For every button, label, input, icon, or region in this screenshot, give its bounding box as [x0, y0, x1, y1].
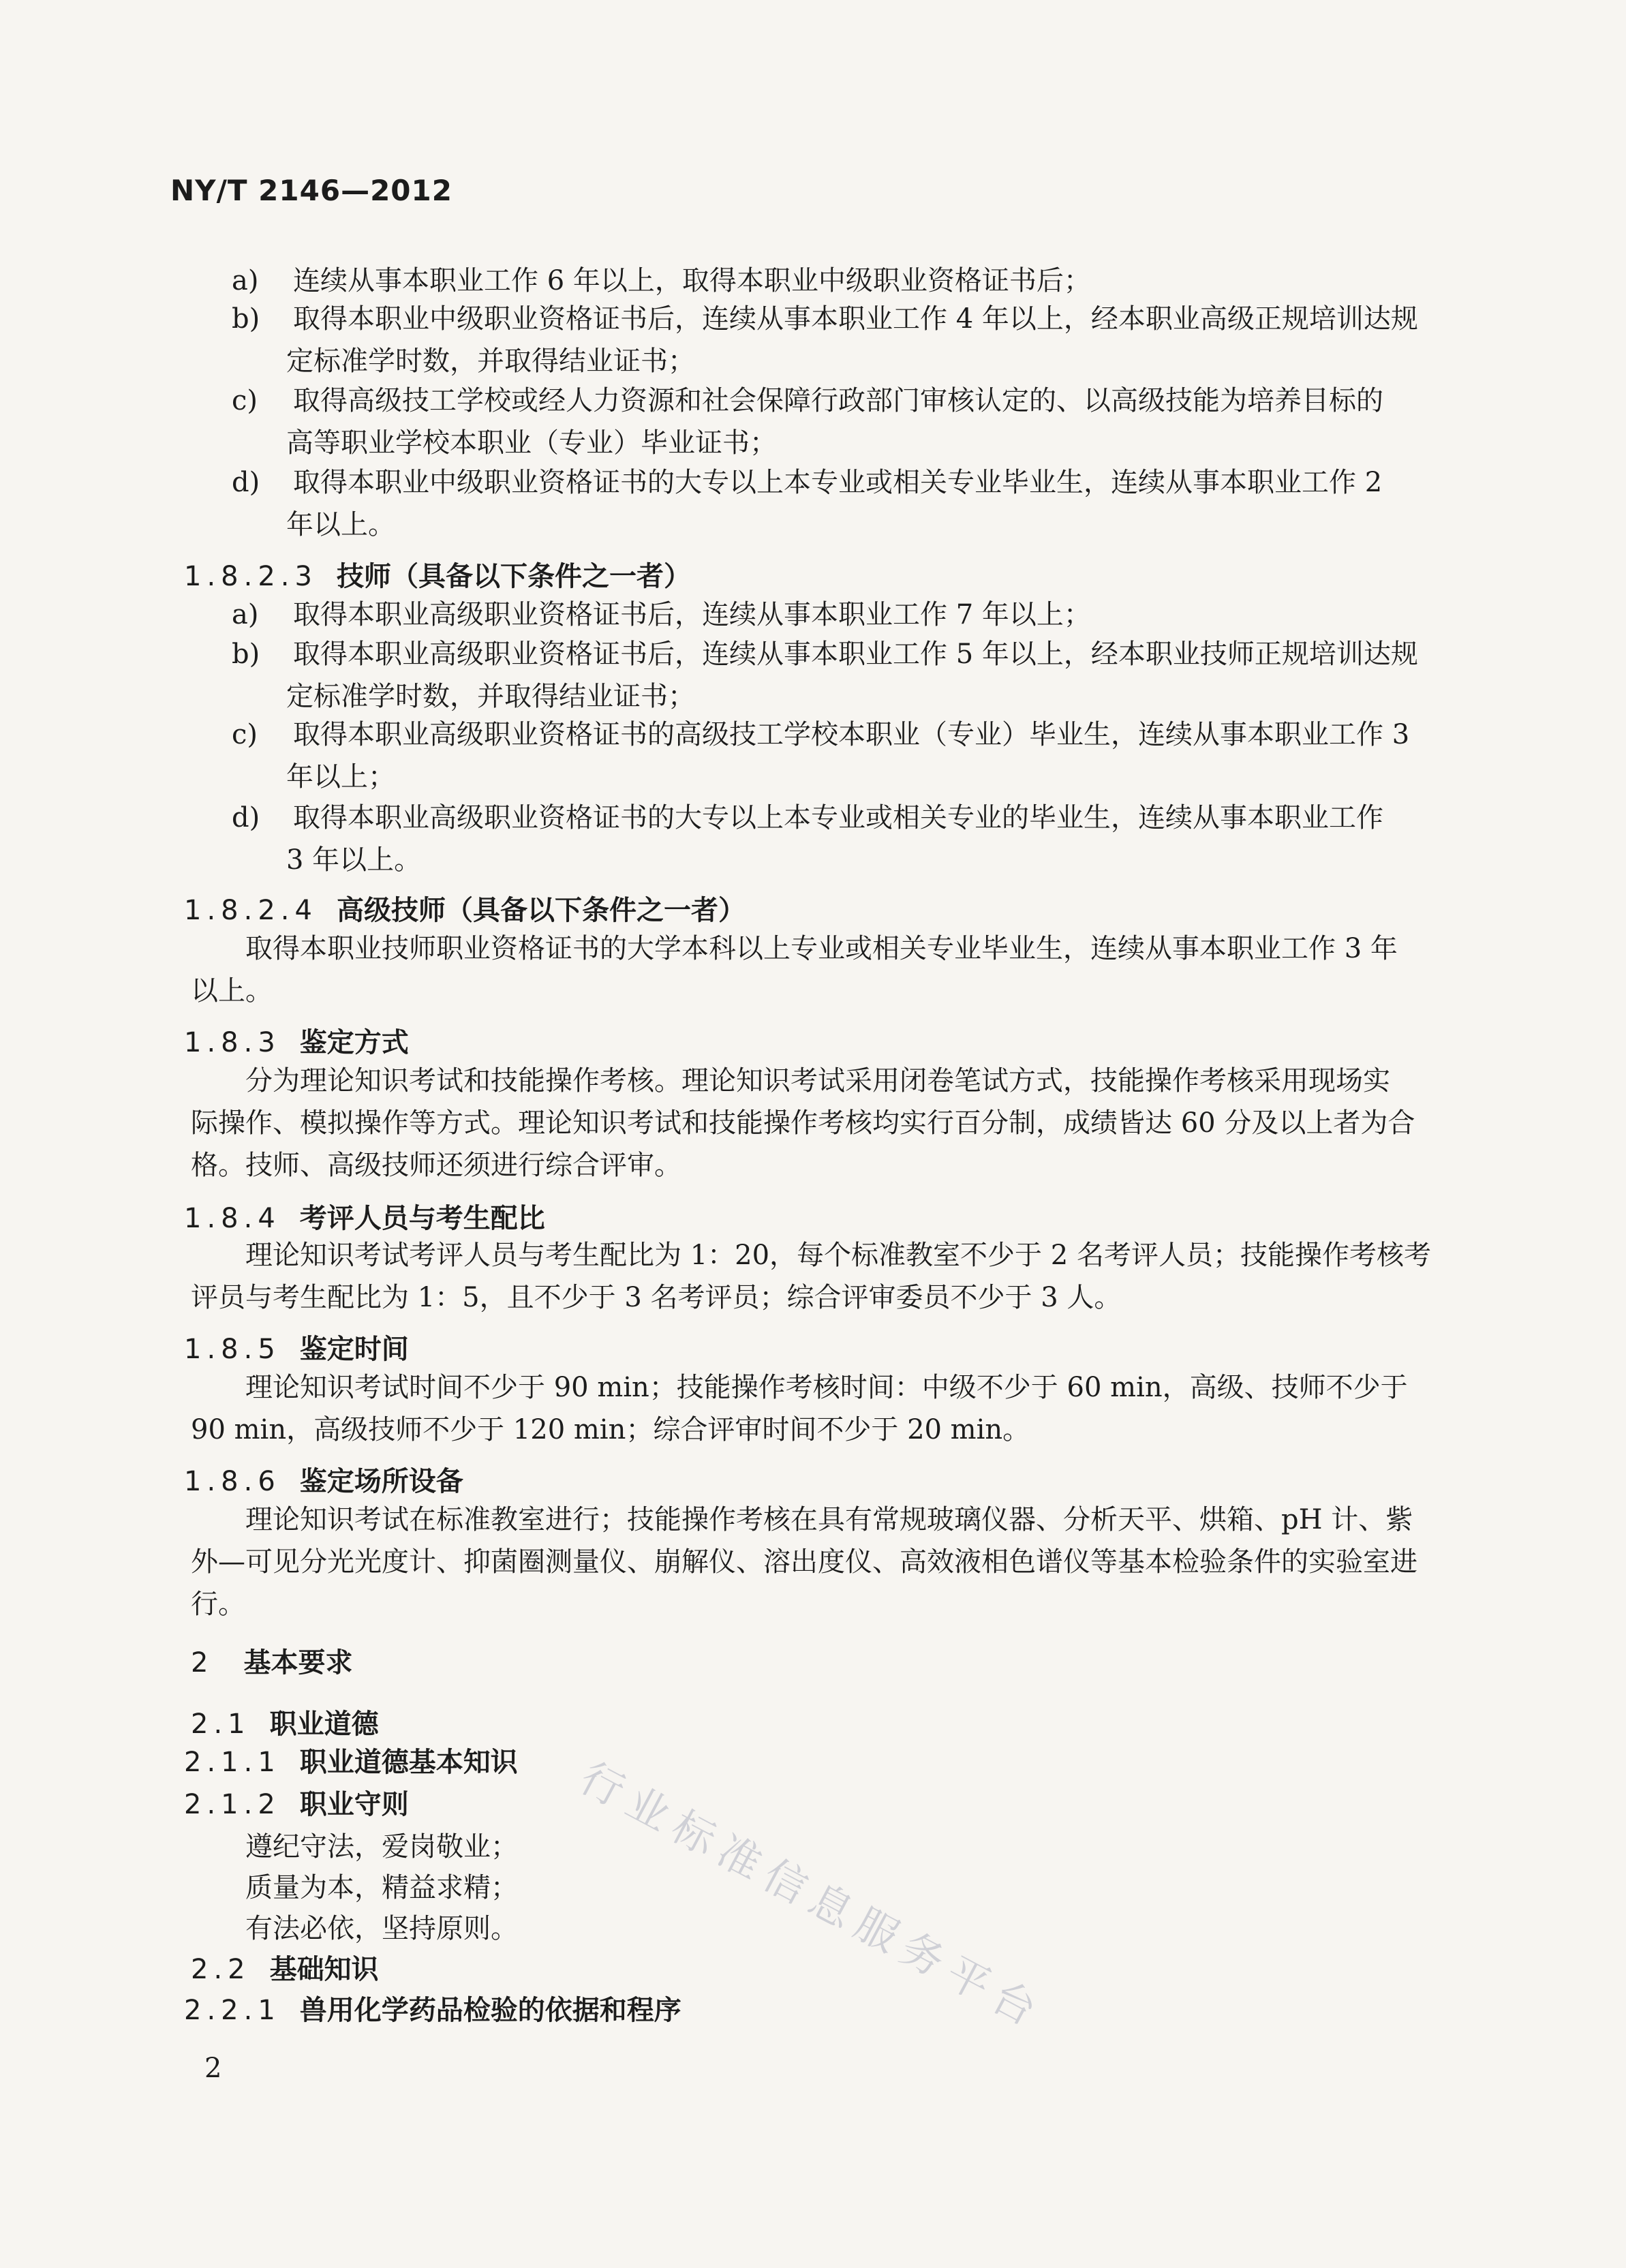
list-item-text: 取得本职业中级职业资格证书后，连续从事本职业工作 4 年以上，经本职业高级正规培训达规	[293, 303, 1418, 335]
section-heading	[184, 1468, 463, 1495]
paragraph-line: 遵纪守法，爱岗敬业；	[245, 1831, 518, 1863]
section-number: 1.8.2.4	[184, 895, 318, 926]
section-heading	[184, 1336, 409, 1363]
paragraph-line: 质量为本，精益求精；	[245, 1872, 518, 1903]
section-heading	[191, 1647, 353, 1679]
section-number: 2.2.1	[184, 1995, 281, 2026]
section-number: 1.8.4	[184, 1203, 281, 1234]
list-item-text: 定标准学时数，并取得结业证书；	[286, 681, 695, 712]
section-number: 1.8.2.3	[184, 561, 318, 592]
watermark: 行业标准信息服务平台	[572, 1752, 1053, 2040]
paragraph-line: 理论知识考试时间不少于 90 min；技能操作考核时间：中级不少于 60 min，高级、技师不少于	[245, 1372, 1408, 1403]
list-item-text: 取得本职业中级职业资格证书的大专以上本专业或相关专业毕业生，连续从事本职业工作 2	[293, 467, 1383, 498]
paragraph-line: 理论知识考试在标准教室进行；技能操作考核在具有常规玻璃仪器、分析天平、烘箱、pH 计、紫	[245, 1504, 1413, 1535]
list-item-label: c)	[232, 385, 258, 416]
section-number: 1.8.3	[184, 1027, 281, 1058]
section-number: 1.8.6	[184, 1466, 281, 1497]
paragraph-line: 分为理论知识考试和技能操作考核。理论知识考试采用闭卷笔试方式，技能操作考核采用现场实	[245, 1065, 1390, 1097]
paragraph-line: 格。技师、高级技师还须进行综合评审。	[191, 1150, 681, 1181]
paragraph-line: 取得本职业技师职业资格证书的大学本科以上专业或相关专业毕业生，连续从事本职业工作 3 年	[245, 933, 1398, 964]
list-item-text: 高等职业学校本职业（专业）毕业证书；	[286, 427, 777, 459]
section-heading	[184, 1205, 545, 1232]
list-item-label: d)	[232, 802, 260, 833]
section-title: 基础知识	[269, 1954, 379, 1985]
list-item-label: b)	[232, 639, 260, 670]
paragraph-line: 评员与考生配比为 1：5，且不少于 3 名考评员；综合评审委员不少于 3 人。	[191, 1282, 1122, 1313]
section-title: 职业道德	[269, 1708, 379, 1740]
section-number: 1.8.5	[184, 1334, 281, 1365]
section-heading	[184, 563, 691, 590]
section-title: 职业守则	[299, 1789, 409, 1820]
paragraph-line: 以上。	[191, 975, 273, 1007]
standard-code: NY/T 2146—2012	[170, 174, 452, 207]
section-title: 鉴定方式	[299, 1027, 409, 1058]
section-heading	[184, 897, 746, 924]
list-item-label: c)	[232, 719, 258, 750]
list-item-text: 取得高级技工学校或经人力资源和社会保障行政部门审核认定的、以高级技能为培养目标的	[293, 385, 1383, 416]
section-title: 鉴定时间	[299, 1334, 409, 1365]
section-number: 2	[191, 1647, 214, 1679]
page-number: 2	[204, 2053, 222, 2084]
section-number: 2.1.2	[184, 1789, 281, 1820]
section-heading	[184, 1997, 681, 2024]
section-title: 高级技师（具备以下条件之一者）	[336, 895, 746, 926]
section-title: 职业道德基本知识	[299, 1747, 518, 1778]
section-heading	[191, 1708, 379, 1740]
paragraph-line: 90 min，高级技师不少于 120 min；综合评审时间不少于 20 min。	[191, 1414, 1030, 1445]
list-item-label: d)	[232, 467, 260, 498]
paragraph-line: 行。	[191, 1589, 245, 1620]
list-item-text: 取得本职业高级职业资格证书的高级技工学校本职业（专业）毕业生，连续从事本职业工作 3	[293, 719, 1410, 750]
section-number: 2.1.1	[184, 1747, 281, 1778]
section-number: 2.1	[191, 1708, 251, 1740]
paragraph-line: 际操作、模拟操作等方式。理论知识考试和技能操作考核均实行百分制，成绩皆达 60 分及以上者为合	[191, 1107, 1415, 1139]
section-title: 鉴定场所设备	[299, 1466, 463, 1497]
paragraph-line: 理论知识考试考评人员与考生配比为 1：20，每个标准教室不少于 2 名考评人员；技能操作考核考	[245, 1240, 1431, 1271]
list-item-text: 取得本职业高级职业资格证书后，连续从事本职业工作 7 年以上；	[293, 599, 1091, 630]
list-item-text: 取得本职业高级职业资格证书后，连续从事本职业工作 5 年以上，经本职业技师正规培训达规	[293, 639, 1418, 670]
list-item-text: 定标准学时数，并取得结业证书；	[286, 346, 695, 377]
section-title: 考评人员与考生配比	[299, 1203, 545, 1234]
section-title: 技师（具备以下条件之一者）	[336, 561, 691, 592]
list-item-text: 年以上。	[286, 509, 395, 540]
section-title: 基本要求	[243, 1647, 353, 1679]
section-heading	[184, 1791, 409, 1818]
paragraph-line: 外—可见分光光度计、抑菌圈测量仪、崩解仪、溶出度仪、高效液相色谱仪等基本检验条件的实验室进	[191, 1546, 1417, 1578]
section-heading	[191, 1956, 379, 1983]
list-item-label: b)	[232, 303, 260, 335]
paragraph-line: 有法必依，坚持原则。	[245, 1913, 518, 1944]
list-item-label: a)	[232, 265, 259, 296]
section-title: 兽用化学药品检验的依据和程序	[299, 1995, 681, 2026]
list-item-text: 取得本职业高级职业资格证书的大专以上本专业或相关专业的毕业生，连续从事本职业工作	[293, 802, 1383, 833]
list-item-text: 连续从事本职业工作 6 年以上，取得本职业中级职业资格证书后；	[293, 265, 1091, 296]
section-heading	[184, 1029, 409, 1056]
list-item-label: a)	[232, 599, 259, 630]
list-item-text: 3 年以上。	[286, 844, 422, 876]
section-number: 2.2	[191, 1954, 251, 1985]
list-item-text: 年以上；	[286, 761, 395, 793]
section-heading	[184, 1749, 518, 1776]
